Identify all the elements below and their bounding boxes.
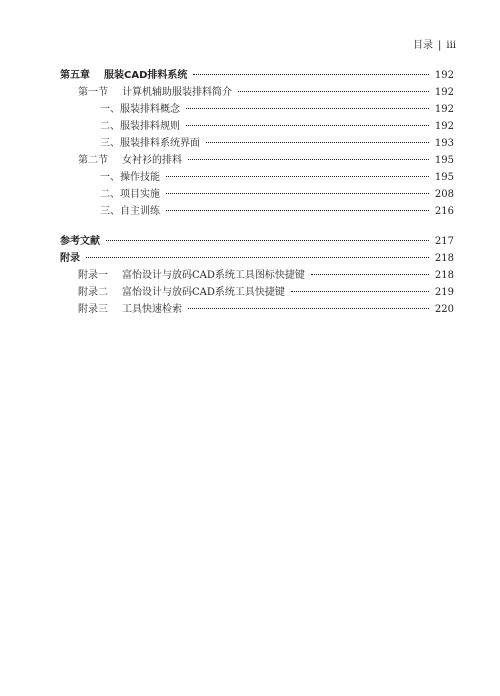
toc-entry-title: 附录 — [60, 253, 80, 264]
toc-page-number: 193 — [434, 138, 454, 149]
dot-leader — [106, 240, 429, 241]
toc-entry-title: 一、服装排料概念 — [100, 104, 180, 115]
toc-page-number: 208 — [434, 189, 454, 200]
header-separator: | — [438, 40, 442, 51]
toc-entry-section-1[interactable] — [60, 87, 454, 99]
dot-leader — [311, 274, 429, 275]
dot-leader — [166, 193, 429, 194]
toc-entry-appendix-1[interactable] — [60, 270, 454, 282]
dot-leader — [291, 291, 429, 292]
toc-entry-appendix-2[interactable] — [60, 287, 454, 299]
toc-entry-item[interactable] — [60, 138, 454, 150]
toc-entry-title: 第一节 计算机辅助服装排料简介 — [78, 87, 232, 98]
toc-entry-title: 附录一 富怡设计与放码CAD系统工具图标快捷键 — [78, 270, 305, 281]
toc-page-number: 217 — [434, 236, 454, 247]
dot-leader — [238, 91, 429, 92]
header-page-number: iii — [446, 40, 456, 51]
toc-entry-item[interactable] — [60, 172, 454, 184]
header-section-title: 目录 — [413, 40, 434, 51]
toc-entry-appendix-3[interactable] — [60, 304, 454, 316]
toc-page-number: 192 — [434, 70, 454, 81]
toc-entry-title: 附录二 富怡设计与放码CAD系统工具快捷键 — [78, 287, 285, 298]
toc-entry-title: 三、服装排料系统界面 — [100, 138, 200, 149]
toc-entry-title: 三、自主训练 — [100, 206, 160, 217]
dot-leader — [166, 176, 429, 177]
toc-entry-title: 附录三 工具快速检索 — [78, 304, 182, 315]
toc-page-number: 216 — [434, 206, 454, 217]
dot-leader — [188, 159, 429, 160]
dot-leader — [188, 308, 429, 309]
toc-entry-chapter-5[interactable] — [60, 70, 454, 82]
dot-leader — [186, 108, 429, 109]
dot-leader — [86, 257, 429, 258]
toc-entry-references[interactable] — [60, 236, 454, 248]
dot-leader — [193, 74, 429, 75]
toc-entry-title: 二、服装排料规则 — [100, 121, 180, 132]
toc-page-number: 192 — [434, 121, 454, 132]
toc-entry-title: 第五章 服装CAD排料系统 — [60, 70, 188, 81]
toc-entry-item[interactable] — [60, 121, 454, 133]
running-header — [413, 40, 456, 52]
toc-page-number: 218 — [434, 270, 454, 281]
toc-entry-section-2[interactable] — [60, 155, 454, 167]
dot-leader — [206, 142, 429, 143]
toc-entry-title: 参考文献 — [60, 236, 100, 247]
toc-page-number: 220 — [434, 304, 454, 315]
toc-page-number: 195 — [434, 172, 454, 183]
toc-entry-item[interactable] — [60, 104, 454, 116]
toc-page-number: 219 — [434, 287, 454, 298]
toc-page-number: 195 — [434, 155, 454, 166]
toc-entry-title: 二、项目实施 — [100, 189, 160, 200]
toc-entry-title: 第二节 女衬衫的排料 — [78, 155, 182, 166]
toc-page-number: 218 — [434, 253, 454, 264]
toc-entry-appendix[interactable] — [60, 253, 454, 265]
toc-page-number: 192 — [434, 104, 454, 115]
dot-leader — [166, 210, 429, 211]
toc-page-number: 192 — [434, 87, 454, 98]
dot-leader — [186, 125, 429, 126]
toc-entry-title: 一、操作技能 — [100, 172, 160, 183]
toc-entry-item[interactable] — [60, 206, 454, 218]
toc-entry-item[interactable] — [60, 189, 454, 201]
